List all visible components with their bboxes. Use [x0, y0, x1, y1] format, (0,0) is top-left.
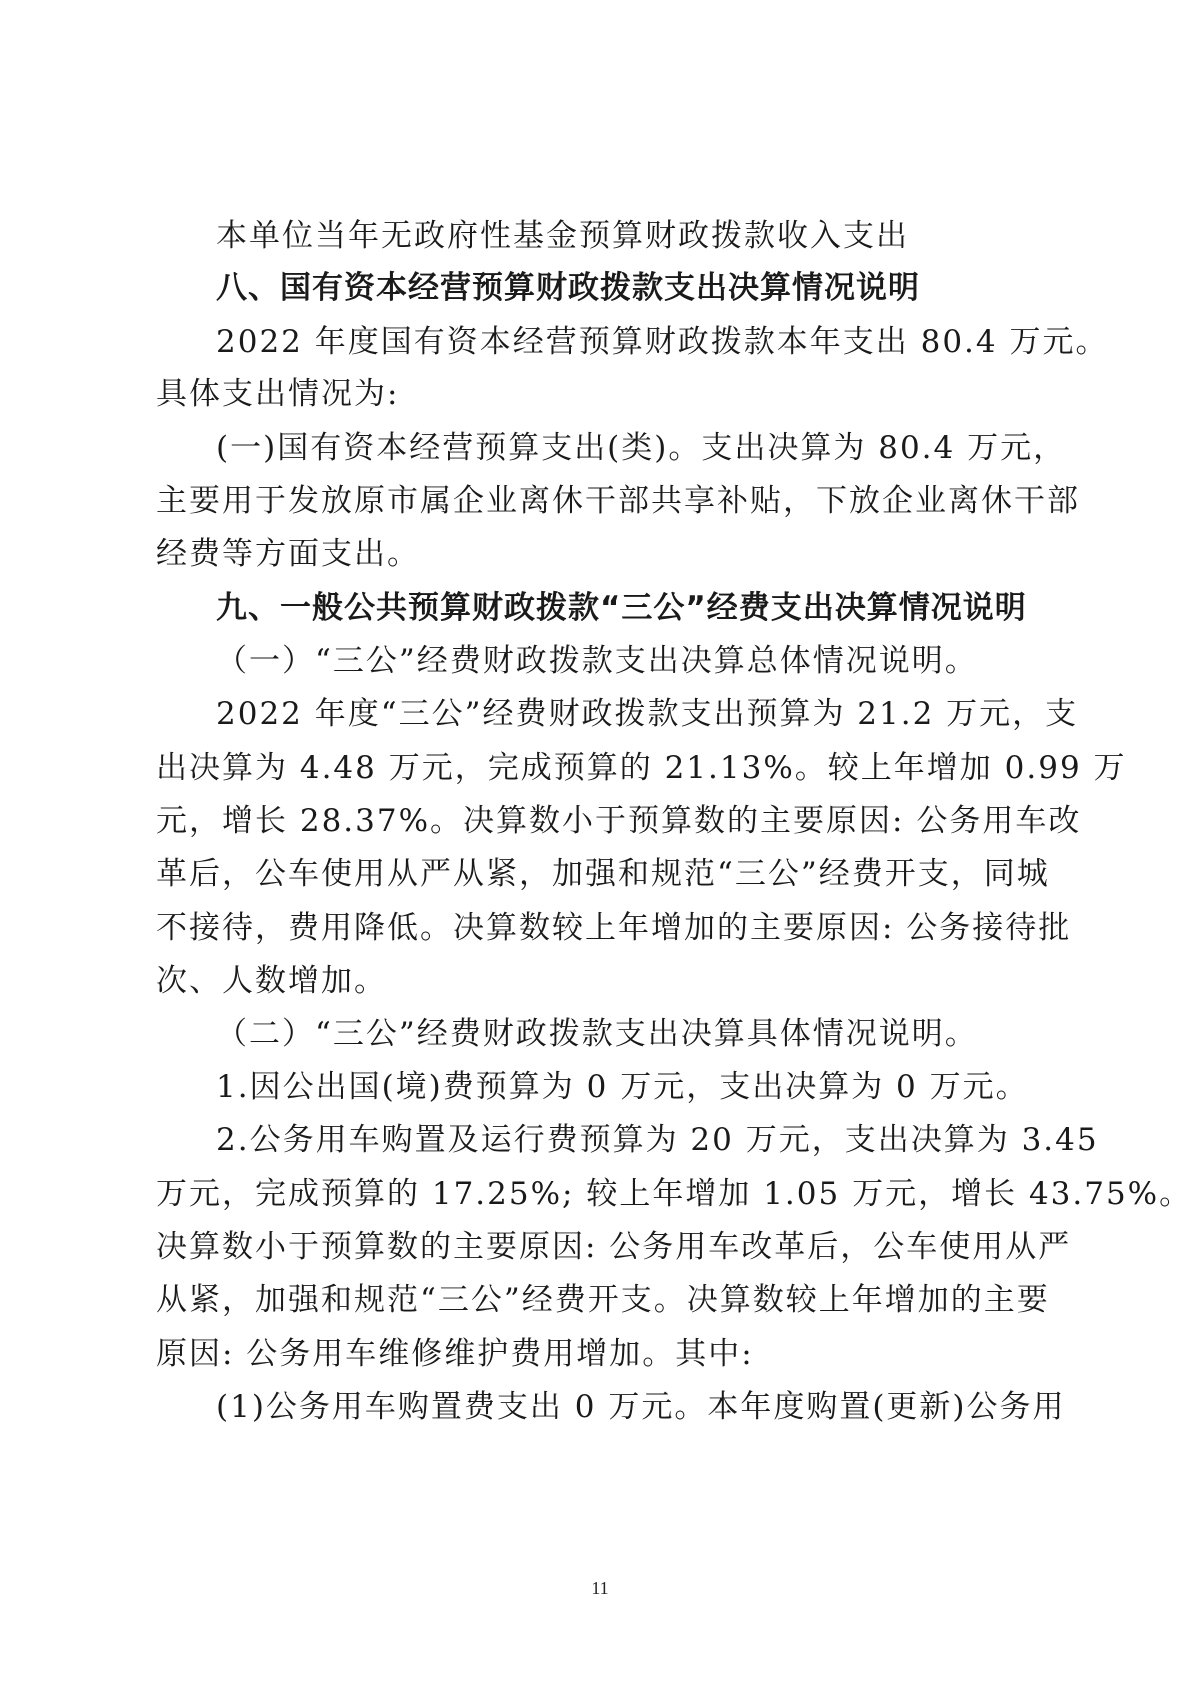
- section-heading: 九、一般公共预算财政拨款“三公”经费支出决算情况说明: [216, 590, 1027, 626]
- paragraph-line: 次、人数增加。: [156, 963, 387, 999]
- section-heading: 八、国有资本经营预算财政拨款支出决算情况说明: [216, 270, 920, 306]
- paragraph-line: 经费等方面支出。: [156, 536, 420, 572]
- paragraph-line: 2.公务用车购置及运行费预算为 20 万元，支出决算为 3.45: [216, 1122, 1099, 1158]
- paragraph-line: 原因: 公务用车维修维护费用增加。其中:: [156, 1336, 754, 1372]
- page-number: 11: [591, 1578, 609, 1598]
- paragraph-line: 元，增长 28.37%。决算数小于预算数的主要原因: 公务用车改: [156, 803, 1082, 839]
- paragraph-line: 本单位当年无政府性基金预算财政拨款收入支出: [216, 218, 909, 254]
- paragraph-line: 决算数小于预算数的主要原因: 公务用车改革后，公车使用从严: [156, 1229, 1072, 1265]
- paragraph-line: 不接待，费用降低。决算数较上年增加的主要原因: 公务接待批: [156, 910, 1072, 946]
- subsection-heading: （一）“三公”经费财政拨款支出决算总体情况说明。: [216, 643, 978, 679]
- subsection-heading: （二）“三公”经费财政拨款支出决算具体情况说明。: [216, 1016, 978, 1052]
- paragraph-line: (一)国有资本经营预算支出(类)。支出决算为 80.4 万元，: [216, 430, 1067, 466]
- paragraph-line: 出决算为 4.48 万元，完成预算的 21.13%。较上年增加 0.99 万: [156, 750, 1127, 786]
- paragraph-line: 具体支出情况为:: [156, 376, 400, 412]
- paragraph-line: 1.因公出国(境)费预算为 0 万元，支出决算为 0 万元。: [216, 1069, 1029, 1105]
- paragraph-line: 从紧，加强和规范“三公”经费开支。决算数较上年增加的主要: [156, 1282, 1050, 1318]
- paragraph-line: 万元，完成预算的 17.25%; 较上年增加 1.05 万元，增长 43.75%。: [156, 1176, 1193, 1212]
- paragraph-line: 主要用于发放原市属企业离休干部共享补贴，下放企业离休干部: [156, 483, 1080, 519]
- paragraph-line: (1)公务用车购置费支出 0 万元。本年度购置(更新)公务用: [216, 1389, 1066, 1425]
- paragraph-line: 2022 年度“三公”经费财政拨款支出预算为 21.2 万元，支: [216, 696, 1079, 732]
- paragraph-line: 2022 年度国有资本经营预算财政拨款本年支出 80.4 万元。: [216, 324, 1109, 360]
- paragraph-line: 革后，公车使用从严从紧，加强和规范“三公”经费开支，同城: [156, 856, 1050, 892]
